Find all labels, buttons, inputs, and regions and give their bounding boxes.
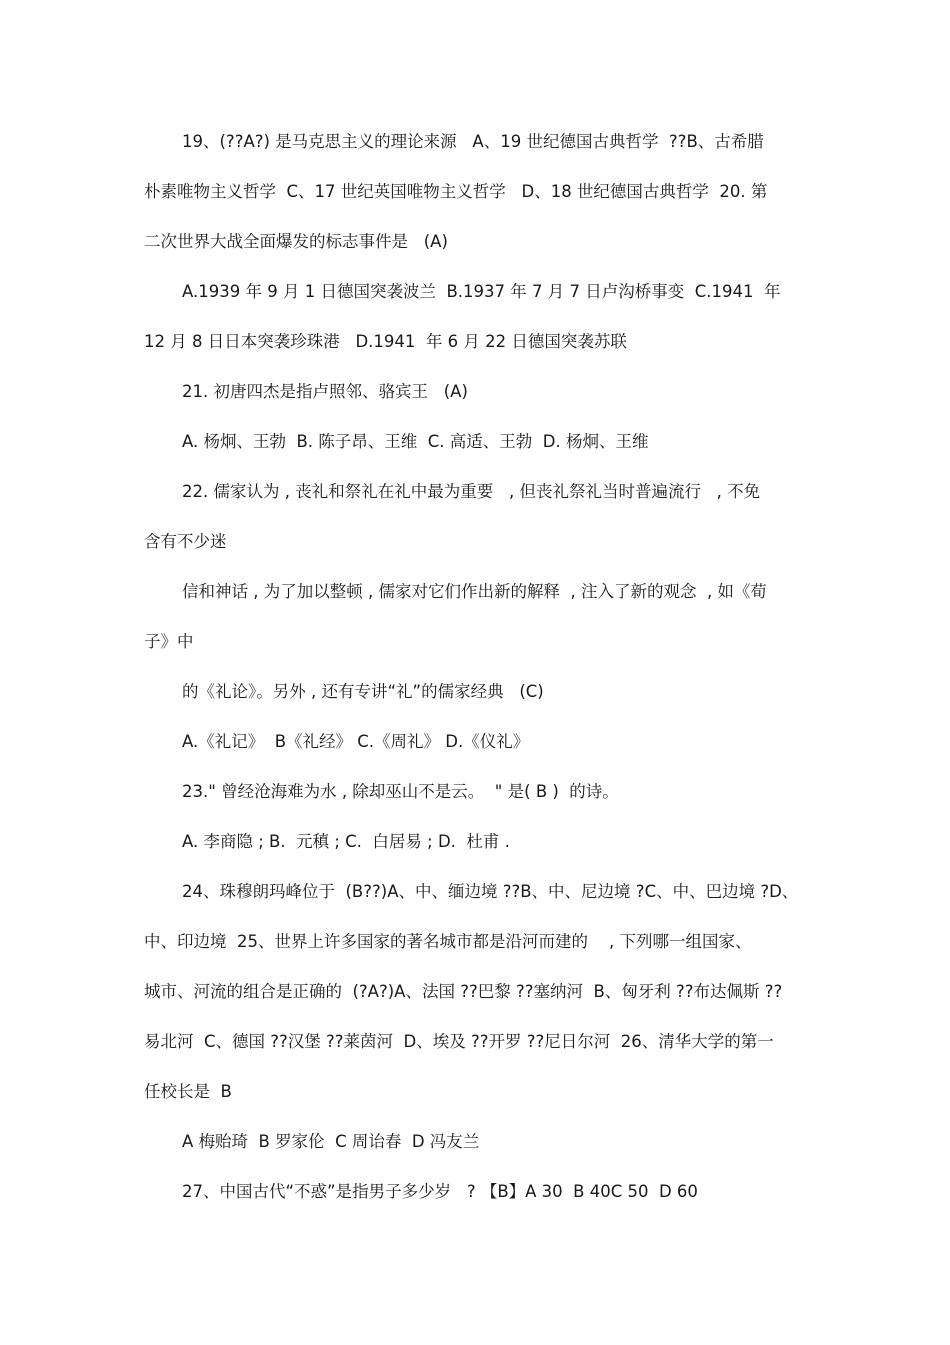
text-line: 的《礼论》。另外 , 还有专讲“礼”的儒家经典 (C)	[182, 682, 544, 701]
text-line: A.1939 年 9 月 1 日德国突袭波兰 B.1937 年 7 月 7 日卢沟桥事变 C.1941 年	[182, 282, 781, 301]
text-line: 朴素唯物主义哲学 C、17 世纪英国唯物主义哲学 D、18 世纪德国古典哲学 20. 第	[144, 182, 768, 201]
text-line: 任校长是 B	[144, 1082, 232, 1101]
text-line: 27、中国古代“不惑”是指男子多少岁 ? 【B】A 30 B 40C 50 D 60	[182, 1182, 698, 1201]
text-line: 信和神话 , 为了加以整顿 , 儒家对它们作出新的解释 , 注入了新的观念 , 如《荀	[182, 582, 767, 601]
text-line: 19、(??A?) 是马克思主义的理论来源 A、19 世纪德国古典哲学 ??B、古希腊	[182, 132, 764, 151]
text-line: 城市、河流的组合是正确的 (?A?)A、法国 ??巴黎 ??塞纳河 B、匈牙利 ??布达佩斯 ??	[144, 982, 783, 1001]
text-line: A. 李商隐 ; B. 元稹 ; C. 白居易 ; D. 杜甫 .	[182, 832, 510, 851]
text-line: 24、珠穆朗玛峰位于 (B??)A、中、缅边境 ??B、中、尼边境 ?C、中、巴边境 ?D、	[182, 882, 799, 901]
text-line: A. 杨炯、王勃 B. 陈子昂、王维 C. 高适、王勃 D. 杨炯、王维	[182, 432, 649, 451]
text-line: A 梅贻琦 B 罗家伦 C 周诒春 D 冯友兰	[182, 1132, 480, 1151]
text-line: 子》中	[144, 632, 194, 651]
text-line: 22. 儒家认为 , 丧礼和祭礼在礼中最为重要 , 但丧礼祭礼当时普遍流行 , 不免	[182, 482, 761, 501]
text-line: 23." 曾经沧海难为水 , 除却巫山不是云。 " 是( B ) 的诗。	[182, 782, 619, 801]
text-line: 中、印边境 25、世界上许多国家的著名城市都是沿河而建的 , 下列哪一组国家、	[144, 932, 752, 951]
text-line: A.《礼记》 B《礼经》 C.《周礼》 D.《仪礼》	[182, 732, 530, 751]
text-line: 21. 初唐四杰是指卢照邻、骆宾王 (A)	[182, 382, 468, 401]
text-line: 二次世界大战全面爆发的标志事件是 (A)	[144, 232, 448, 251]
text-line: 易北河 C、德国 ??汉堡 ??莱茵河 D、埃及 ??开罗 ??尼日尔河 26、清华大学的第一	[144, 1032, 774, 1051]
text-line: 12 月 8 日日本突袭珍珠港 D.1941 年 6 月 22 日德国突袭苏联	[144, 332, 627, 351]
text-line: 含有不少迷	[144, 532, 227, 551]
